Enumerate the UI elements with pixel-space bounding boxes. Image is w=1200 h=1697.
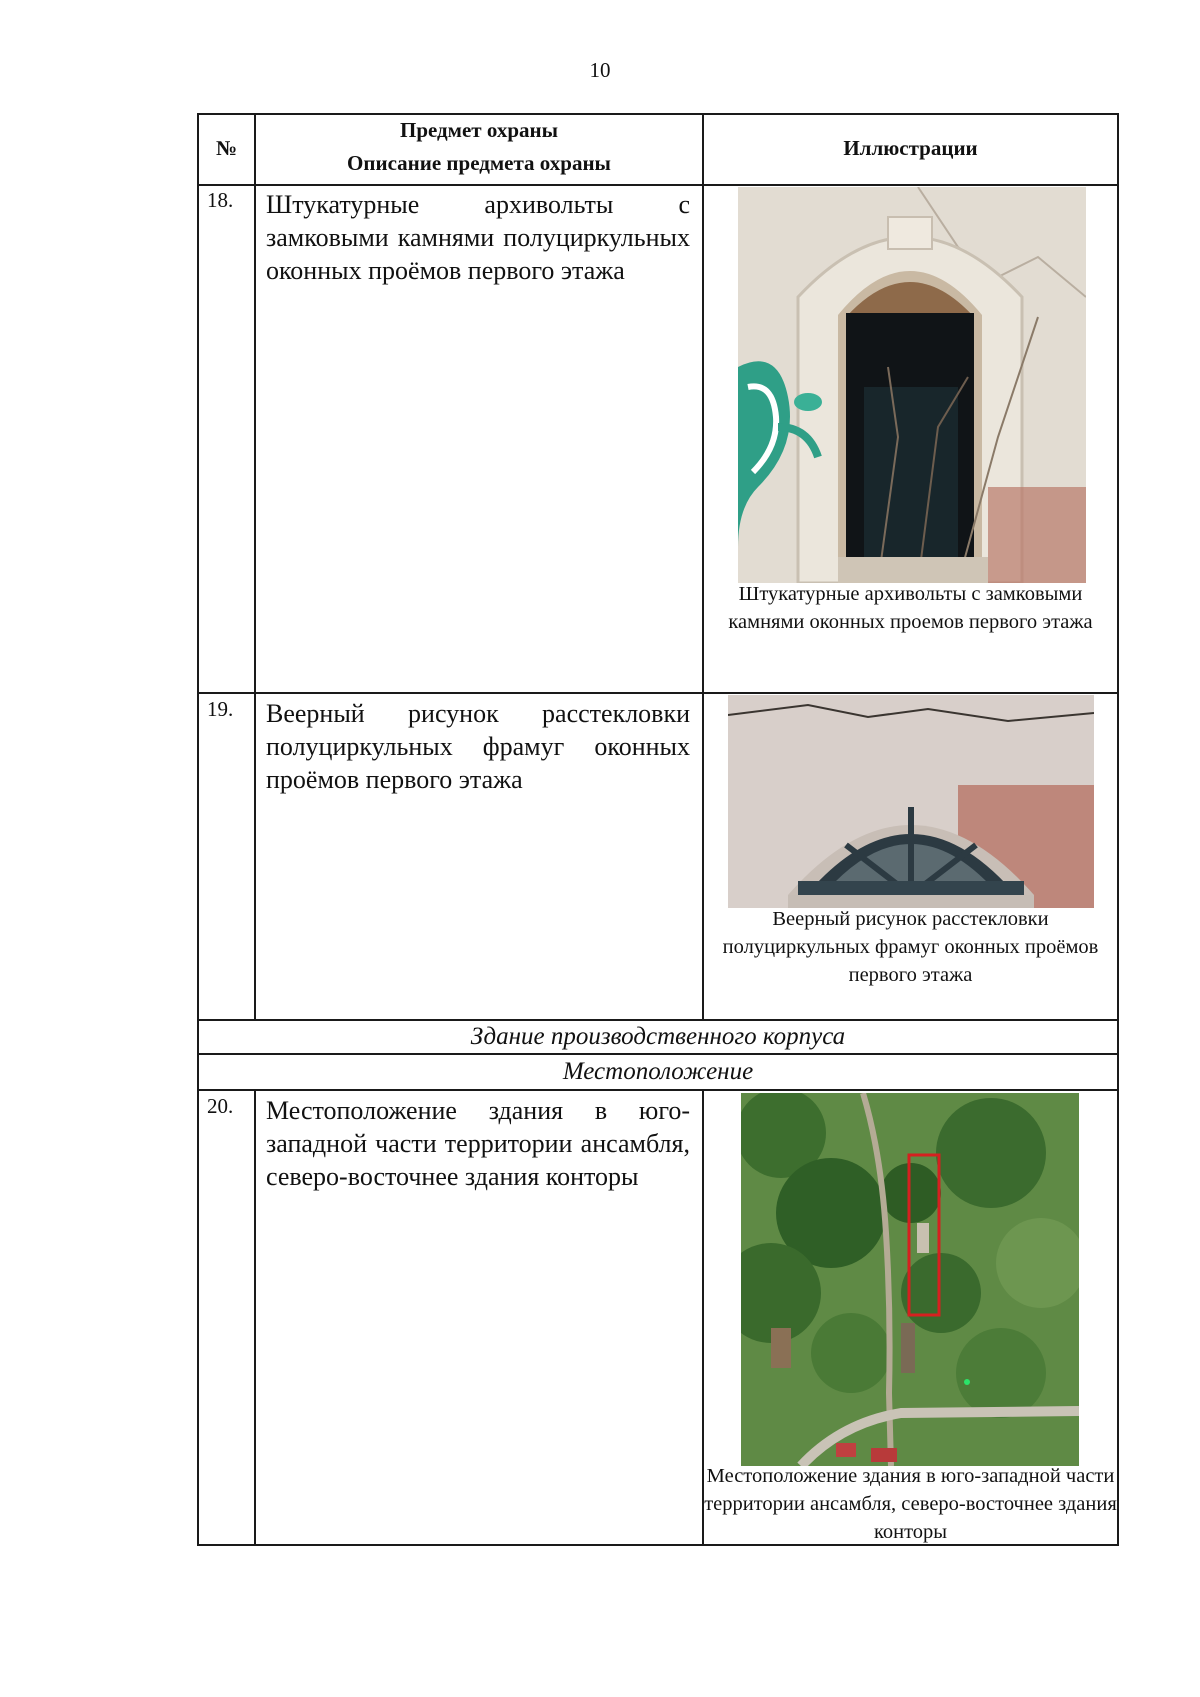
- table-border-right: [1117, 113, 1119, 1546]
- row-number: 19.: [207, 697, 234, 721]
- section-building-title: Здание производственного корпуса: [470, 1023, 846, 1050]
- illustration-caption: Штукатурные архивольты с замковыми камнями оконных проемов первого этажа: [728, 583, 1093, 633]
- arched-window-photo: [738, 187, 1086, 583]
- fan-window-photo: [728, 695, 1094, 908]
- header-divider: [197, 184, 1119, 186]
- header-num: №: [215, 136, 238, 160]
- column-divider: [254, 113, 256, 1021]
- row-description: Местоположение здания в юго-западной части территории ансамбля, северо-восточнее здания конторы: [266, 1096, 690, 1191]
- table-border-left: [197, 113, 199, 1546]
- row-number: 20.: [207, 1094, 234, 1118]
- illustration-caption: Местоположение здания в юго-западной части территории ансамбля, северо-восточнее здания конторы: [704, 1465, 1117, 1543]
- row-description: Веерный рисунок расстекловки полуциркульных фрамуг оконных проёмов первого этажа: [266, 699, 690, 794]
- header-subject-line2: Описание предмета охраны: [347, 151, 611, 175]
- satellite-map-photo: [741, 1093, 1079, 1466]
- row-number: 18.: [207, 188, 234, 212]
- row-divider: [197, 692, 1119, 694]
- page-number: 10: [589, 58, 611, 82]
- section-divider: [197, 1089, 1119, 1091]
- illustration-caption: Веерный рисунок расстекловки полуциркульных фрамуг оконных проёмов первого этажа: [722, 908, 1099, 986]
- row-description: Штукатурные архивольты с замковыми камнями полуциркульных оконных проёмов первого этажа: [266, 190, 690, 285]
- header-illustrations: Иллюстрации: [843, 136, 978, 160]
- column-divider: [254, 1089, 256, 1546]
- protection-table: [197, 113, 1119, 1546]
- column-divider: [702, 113, 704, 1021]
- header-subject-line1: Предмет охраны: [399, 118, 559, 142]
- section-location-title: Местоположение: [562, 1058, 754, 1085]
